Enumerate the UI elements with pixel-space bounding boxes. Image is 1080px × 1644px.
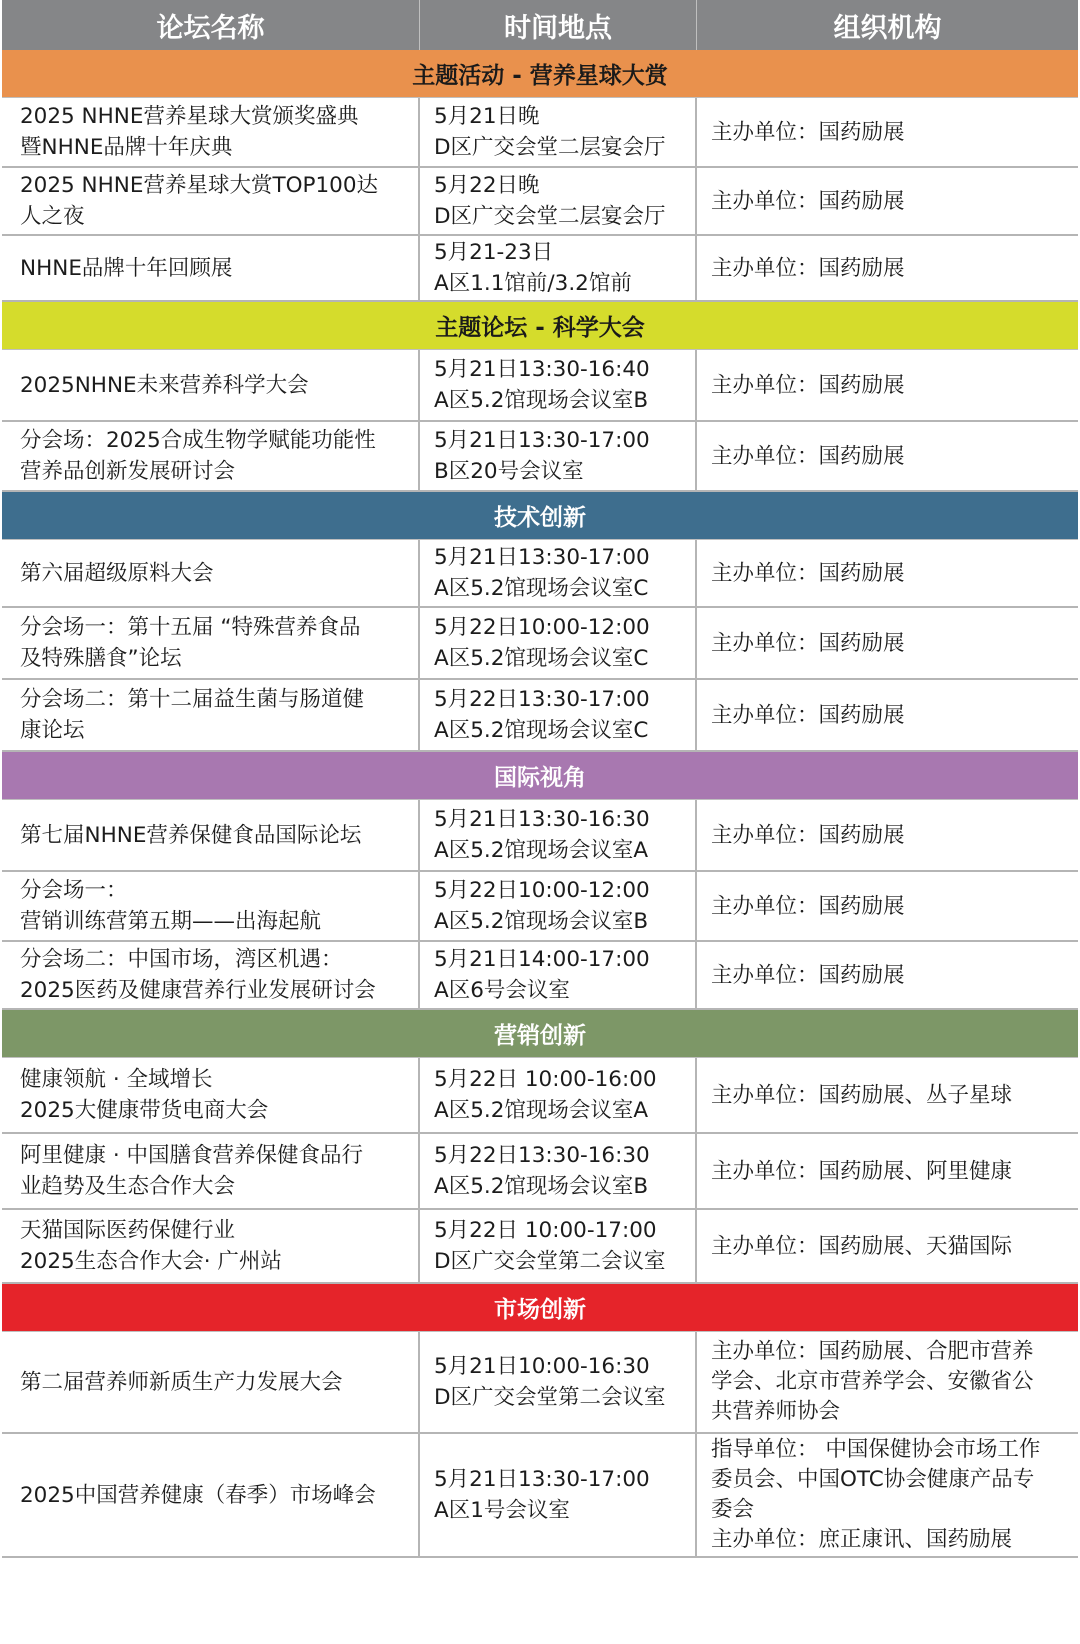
forum-name-cell: 健康领航 · 全域增长 2025大健康带货电商大会 xyxy=(2,1058,420,1132)
forum-name-cell: 阿里健康 · 中国膳食营养保健食品行 业趋势及生态合作大会 xyxy=(2,1134,420,1208)
forum-name-cell: 分会场二：第十二届益生菌与肠道健 康论坛 xyxy=(2,680,420,750)
table-row xyxy=(2,350,1078,422)
section-header: 营销创新 xyxy=(2,1010,1078,1058)
table-row xyxy=(2,168,1078,236)
organizer-cell: 主办单位：国药励展 xyxy=(711,630,905,656)
table-row xyxy=(2,98,1078,168)
table-row xyxy=(2,800,1078,872)
forum-name-cell: 分会场一：第十五届 “特殊营养食品 及特殊膳食”论坛 xyxy=(2,608,420,678)
time-location-cell: 5月21日13:30-17:00 A区5.2馆现场会议室C xyxy=(420,540,697,606)
time-location-cell: 5月22日13:30-17:00 A区5.2馆现场会议室C xyxy=(420,680,697,750)
section-header: 主题活动 - 营养星球大赏 xyxy=(2,50,1078,98)
forum-name-cell: 2025 NHNE营养星球大赏颁奖盛典 暨NHNE品牌十年庆典 xyxy=(2,98,420,166)
time-location-cell: 5月21日14:00-17:00 A区6号会议室 xyxy=(420,942,697,1008)
section-header: 国际视角 xyxy=(2,752,1078,800)
table-row xyxy=(2,1134,1078,1210)
table-row xyxy=(2,236,1078,302)
header-time-location: 时间地点 xyxy=(420,0,697,50)
forum-name-cell: 第二届营养师新质生产力发展大会 xyxy=(2,1332,420,1432)
forum-name-cell: 第七届NHNE营养保健食品国际论坛 xyxy=(2,800,420,870)
time-location-cell: 5月22日晚 D区广交会堂二层宴会厅 xyxy=(420,168,697,234)
organizer-cell: 主办单位：国药励展、丛子星球 xyxy=(711,1082,1013,1108)
organizer-cell: 主办单位：国药励展 xyxy=(711,255,905,281)
section-header: 技术创新 xyxy=(2,492,1078,540)
table-body xyxy=(2,50,1078,1558)
forum-name-cell: 分会场：2025合成生物学赋能功能性 营养品创新发展研讨会 xyxy=(2,422,420,490)
table-row xyxy=(2,608,1078,680)
time-location-cell: 5月21日13:30-16:30 A区5.2馆现场会议室A xyxy=(420,800,697,870)
forum-name-cell: NHNE品牌十年回顾展 xyxy=(2,236,420,300)
organizer-cell: 主办单位：国药励展 xyxy=(711,962,905,988)
table-row xyxy=(2,872,1078,942)
forum-schedule-table xyxy=(2,0,1078,1558)
table-row xyxy=(2,1058,1078,1134)
time-location-cell: 5月21-23日 A区1.1馆前/3.2馆前 xyxy=(420,236,697,300)
forum-name-cell: 2025 NHNE营养星球大赏TOP100达 人之夜 xyxy=(2,168,420,234)
table-row xyxy=(2,422,1078,492)
time-location-cell: 5月21日晚 D区广交会堂二层宴会厅 xyxy=(420,98,697,166)
time-location-cell: 5月22日 10:00-17:00 D区广交会堂第二会议室 xyxy=(420,1210,697,1282)
table-row xyxy=(2,942,1078,1010)
section-header: 市场创新 xyxy=(2,1284,1078,1332)
table-row xyxy=(2,1434,1078,1558)
organizer-cell: 指导单位： 中国保健协会市场工作 委员会、中国OTC协会健康产品专 委会 主办单位：庶正康讯、国药励展 xyxy=(711,1437,1041,1552)
time-location-cell: 5月22日13:30-16:30 A区5.2馆现场会议室B xyxy=(420,1134,697,1208)
forum-name-cell: 2025中国营养健康（春季）市场峰会 xyxy=(2,1434,420,1556)
time-location-cell: 5月21日13:30-16:40 A区5.2馆现场会议室B xyxy=(420,350,697,420)
table-header xyxy=(2,0,1078,50)
organizer-cell: 主办单位：国药励展 xyxy=(711,372,905,398)
organizer-cell: 主办单位：国药励展 xyxy=(711,702,905,728)
organizer-cell: 主办单位：国药励展 xyxy=(711,560,905,586)
forum-name-cell: 2025NHNE未来营养科学大会 xyxy=(2,350,420,420)
organizer-cell: 主办单位：国药励展、天猫国际 xyxy=(711,1233,1013,1259)
organizer-cell: 主办单位：国药励展 xyxy=(711,188,905,214)
forum-name-cell: 分会场二：中国市场，湾区机遇： 2025医药及健康营养行业发展研讨会 xyxy=(2,942,420,1008)
time-location-cell: 5月21日13:30-17:00 A区1号会议室 xyxy=(420,1434,697,1556)
organizer-cell: 主办单位：国药励展 xyxy=(711,822,905,848)
organizer-cell: 主办单位：国药励展 xyxy=(711,119,905,145)
forum-name-cell: 第六届超级原料大会 xyxy=(2,540,420,606)
table-row xyxy=(2,680,1078,752)
table-row xyxy=(2,1210,1078,1284)
time-location-cell: 5月21日13:30-17:00 B区20号会议室 xyxy=(420,422,697,490)
organizer-cell: 主办单位：国药励展 xyxy=(711,893,905,919)
table-row xyxy=(2,540,1078,608)
forum-name-cell: 天猫国际医药保健行业 2025生态合作大会· 广州站 xyxy=(2,1210,420,1282)
organizer-cell: 主办单位：国药励展 xyxy=(711,443,905,469)
forum-name-cell: 分会场一： 营销训练营第五期——出海起航 xyxy=(2,872,420,940)
time-location-cell: 5月22日10:00-12:00 A区5.2馆现场会议室C xyxy=(420,608,697,678)
section-header: 主题论坛 - 科学大会 xyxy=(2,302,1078,350)
time-location-cell: 5月22日10:00-12:00 A区5.2馆现场会议室B xyxy=(420,872,697,940)
table-row xyxy=(2,1332,1078,1434)
time-location-cell: 5月21日10:00-16:30 D区广交会堂第二会议室 xyxy=(420,1332,697,1432)
time-location-cell: 5月22日 10:00-16:00 A区5.2馆现场会议室A xyxy=(420,1058,697,1132)
organizer-cell: 主办单位：国药励展、合肥市营养 学会、北京市营养学会、安徽省公 共营养师协会 xyxy=(711,1339,1034,1424)
organizer-cell: 主办单位：国药励展、阿里健康 xyxy=(711,1158,1013,1184)
header-organizer: 组织机构 xyxy=(833,12,942,44)
header-forum-name: 论坛名称 xyxy=(2,0,420,50)
